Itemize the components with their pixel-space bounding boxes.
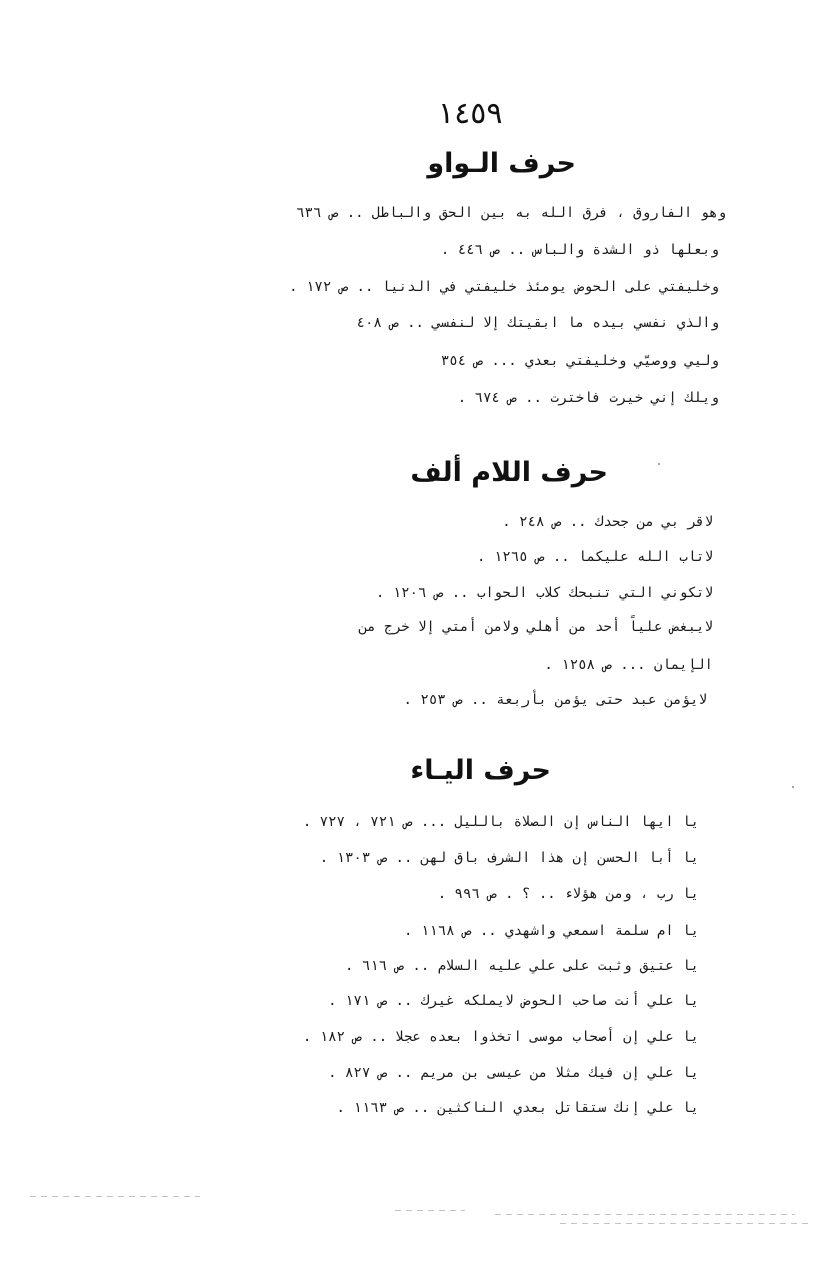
index-entry: الإيمان ... ص ١٢٥٨ .	[544, 657, 713, 673]
scan-edge-line	[495, 1214, 795, 1215]
index-entry: وبعلها ذو الشدة والباس .. ص ٤٤٦ .	[440, 242, 719, 258]
index-entry: وخليفتي على الحوض يومئذ خليفتي في الدنيا .. ص ١٧٢ .	[289, 279, 719, 295]
scan-speck	[658, 463, 660, 465]
index-entry: لاتاب الله عليكما .. ص ١٢٦٥ .	[476, 549, 713, 565]
index-entry: يا ام سلمة اسمعي واشهدي .. ص ١١٦٨ .	[403, 923, 699, 939]
index-entry: يا علي إن فيك مثلا من عيسى بن مريم .. ص ٨٢٧ .	[328, 1065, 699, 1081]
page-number: ١٤٥٩	[438, 96, 503, 131]
index-entry: لايبغض علياً أحد من أهلي ولامن أمتي إلا خرج من	[358, 619, 713, 635]
section-heading-waw: حرف الـواو	[427, 148, 576, 179]
index-entry: ويلك إني خيرت فاخترت .. ص ٦٧٤ .	[457, 390, 719, 406]
index-entry: لايؤمن عبد حتى يؤمن بأربعة .. ص ٢٥٣ .	[403, 692, 707, 708]
section-heading-lam-alef: حرف اللام ألف	[410, 457, 608, 488]
index-entry: يا رب ، ومن هؤلاء .. ؟ . ص ٩٩٦ .	[437, 886, 699, 902]
index-entry: وليي ووصيّي وخليفتي بعدي ... ص ٣٥٤	[440, 353, 719, 369]
index-entry: لاتكوني التي تنبحك كلاب الحواب .. ص ١٢٠٦ .	[375, 585, 713, 601]
scan-speck	[792, 786, 794, 788]
scan-edge-line	[560, 1223, 810, 1224]
scan-edge-line	[30, 1196, 200, 1197]
index-entry: والذي نفسي بيده ما ابقيتك إلا لنفسي .. ص ٤٠٨	[356, 315, 719, 331]
index-entry: يا ايها الناس إن الصلاة بالليل ... ص ٧٢١ ، ٧٢٧ .	[302, 814, 699, 830]
index-entry: يا علي إن أصحاب موسى اتخذوا بعده عجلا .. ص ١٨٢ .	[302, 1029, 699, 1045]
index-entry: يا علي أنت صاحب الحوض لايملكه غيرك .. ص ١٧١ .	[328, 993, 699, 1009]
index-entry: يا عتيق وثبت على علي عليه السلام .. ص ٦١٦ .	[344, 958, 699, 974]
index-entry: وهو الفاروق ، فرق الله به بين الحق والباطل .. ص ٦٣٦	[296, 205, 726, 221]
section-heading-ya: حرف اليـاء	[410, 755, 551, 786]
index-entry: لاقر بي من جحدك .. ص ٢٤٨ .	[502, 514, 713, 530]
index-entry: يا أبا الحسن إن هذا الشرف باق لهن .. ص ١٣٠٣ .	[319, 850, 699, 866]
index-entry: يا علي إنك ستقاتل بعدي الناكثين .. ص ١١٦٣ .	[336, 1100, 699, 1116]
scan-edge-line	[395, 1210, 465, 1211]
